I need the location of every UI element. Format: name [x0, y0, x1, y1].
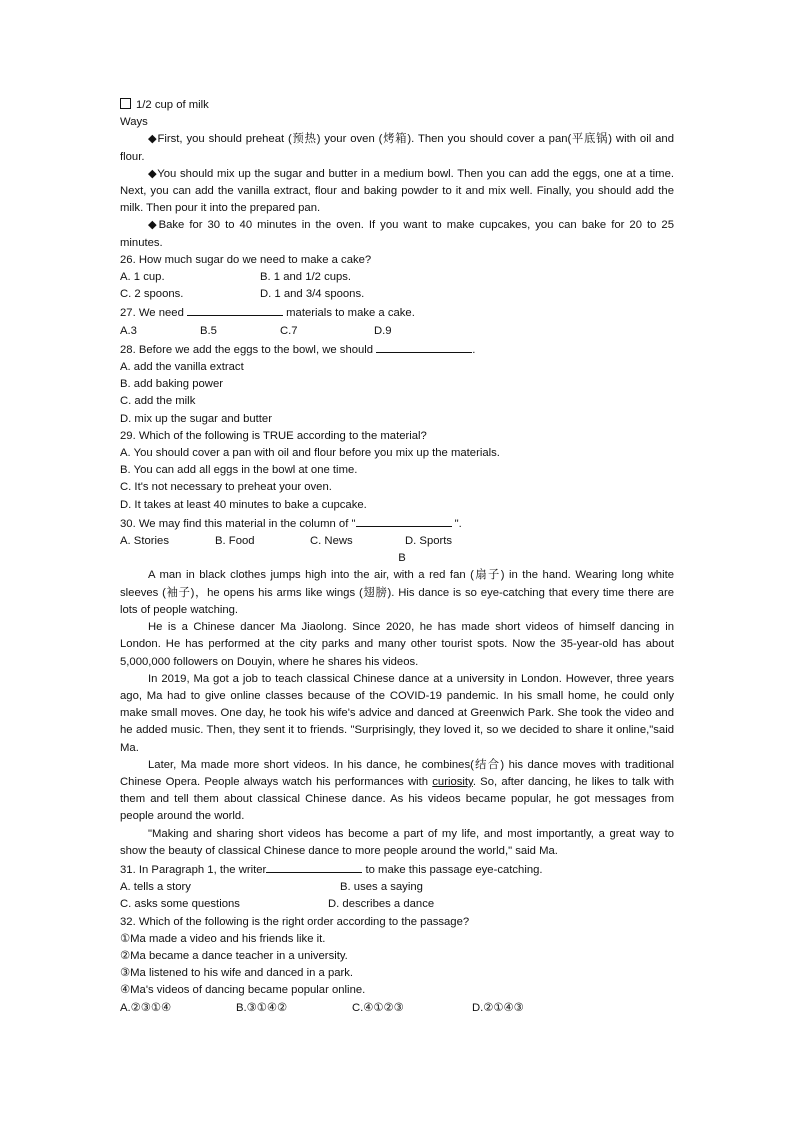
q27-stem: 27. We need materials to make a cake. [120, 303, 674, 322]
q31-stem: 31. In Paragraph 1, the writer to make this passage eye-catching. [120, 860, 674, 879]
passage-b-paragraph-4: Later, Ma made more short videos. In his dance, he combines(结合) his dance moves with traditional Chinese Opera. People always watch his performances with curiosity. So, after dancing, he likes to talk with them and tell them about classical Chinese dance. As his videos became popular, he got messages from people around the world. [120, 758, 674, 823]
option-c: C.7 [280, 324, 298, 337]
answer-blank [266, 860, 362, 873]
q30-stem: 30. We may find this material in the column of " ". [120, 514, 674, 533]
q27-options [120, 323, 674, 340]
passage-b-paragraph-3: In 2019, Ma got a job to teach classical Chinese dance at a university in London. However, three years ago, Ma had to give online classes because of the COVID-19 pandemic. In his small home, he could only make small moves. One day, he took his wife's advice and danced at Greenwich Park. She took the video and he added music. Then, they sent it to friends. "Surprisingly, they loved it, so we decided to share it online,"said Ma. [120, 672, 674, 754]
recipe-step-3: ◆Bake for 30 to 40 minutes in the oven. If you want to make cupcakes, you can bake for 20 to 25 minutes. [120, 219, 674, 249]
q28-option-c: C. add the milk [120, 395, 196, 408]
q29-stem: 29. Which of the following is TRUE according to the material? [120, 429, 427, 442]
option-d: D. describes a dance [328, 898, 435, 911]
q26-options-row1 [120, 269, 674, 286]
q32-statement-2: ②Ma became a dance teacher in a university. [120, 949, 348, 962]
recipe-step-1: ◆First, you should preheat (预热) your oven (烤箱). Then you should cover a pan(平底锅) with oil and flour. [120, 133, 674, 163]
q29-option-d: D. It takes at least 40 minutes to bake a cupcake. [120, 498, 367, 511]
q26-stem: 26. How much sugar do we need to make a cake? [120, 253, 372, 266]
ways-heading: Ways [120, 116, 148, 129]
recipe-step-2: ◆You should mix up the sugar and butter in a medium bowl. Then you can add the eggs, one at a time. Next, you can add the vanilla extract, flour and baking powder to it and mix well. Finally, you should add the milk. Then pour it into the prepared pan. [120, 167, 674, 215]
option-b: B. 1 and 1/2 cups. [260, 271, 352, 284]
q28-option-a: A. add the vanilla extract [120, 361, 244, 374]
q29-option-b: B. You can add all eggs in the bowl at one time. [120, 464, 358, 477]
passage-b-label: B [398, 552, 406, 565]
q28-option-d: D. mix up the sugar and butter [120, 412, 272, 425]
q32-statement-3: ③Ma listened to his wife and danced in a park. [120, 967, 354, 980]
passage-b-paragraph-1: A man in black clothes jumps high into the air, with a red fan (扇子) in the hand. Wearing long white sleeves (袖子)，he opens his arms like wings (翅膀). His dance is so eye-catching that every time there are lots of people watching. [120, 569, 674, 616]
option-d: D. Sports [405, 535, 453, 548]
option-d: D. 1 and 3/4 spoons. [260, 288, 365, 301]
answer-blank [376, 340, 472, 353]
passage-b-paragraph-5: "Making and sharing short videos has become a part of my life, and most importantly, a great way to show the beauty of classical Chinese dance to more people around the world," said Ma. [120, 827, 674, 857]
ingredient-line: 1/2 cup of milk [120, 97, 674, 114]
option-d: D.9 [374, 324, 392, 337]
q32-options [120, 1000, 674, 1017]
option-a: A.3 [120, 324, 137, 337]
document-page [120, 97, 674, 1017]
answer-blank [187, 303, 283, 316]
option-a: A. Stories [120, 535, 169, 548]
option-b: B.③①④② [236, 1001, 288, 1014]
option-b: B. Food [215, 535, 255, 548]
option-b: B.5 [200, 324, 217, 337]
q28-stem: 28. Before we add the eggs to the bowl, we should . [120, 340, 674, 359]
option-b: B. uses a saying [340, 881, 423, 894]
q31-options-row1 [120, 879, 674, 896]
q29-option-c: C. It's not necessary to preheat your oven. [120, 481, 332, 494]
option-c: C. 2 spoons. [120, 288, 184, 301]
answer-blank [356, 514, 452, 527]
option-c: C. News [310, 535, 353, 548]
underlined-word: curiosity [432, 775, 473, 788]
q30-options [120, 533, 674, 550]
q31-options-row2 [120, 896, 674, 913]
option-c: C.④①②③ [352, 1001, 404, 1014]
option-c: C. asks some questions [120, 898, 240, 911]
option-a: A.②③①④ [120, 1001, 172, 1014]
q26-options-row2 [120, 286, 674, 303]
option-a: A. 1 cup. [120, 271, 165, 284]
q28-option-b: B. add baking power [120, 378, 223, 391]
passage-b-paragraph-2: He is a Chinese dancer Ma Jiaolong. Since 2020, he has made short videos of himself dancing in London. He has performed at the city parks and many other tourist spots. Now the 35-year-old has about 5,000,000 followers on Douyin, where he shares his videos. [120, 621, 674, 668]
option-a: A. tells a story [120, 881, 191, 894]
q32-statement-4: ④Ma's videos of dancing became popular online. [120, 984, 366, 997]
q29-option-a: A. You should cover a pan with oil and flour before you mix up the materials. [120, 447, 500, 460]
checkbox-icon [120, 98, 131, 109]
q32-statement-1: ①Ma made a video and his friends like it. [120, 932, 326, 945]
option-d: D.②①④③ [472, 1001, 524, 1014]
q32-stem: 32. Which of the following is the right order according to the passage? [120, 915, 470, 928]
